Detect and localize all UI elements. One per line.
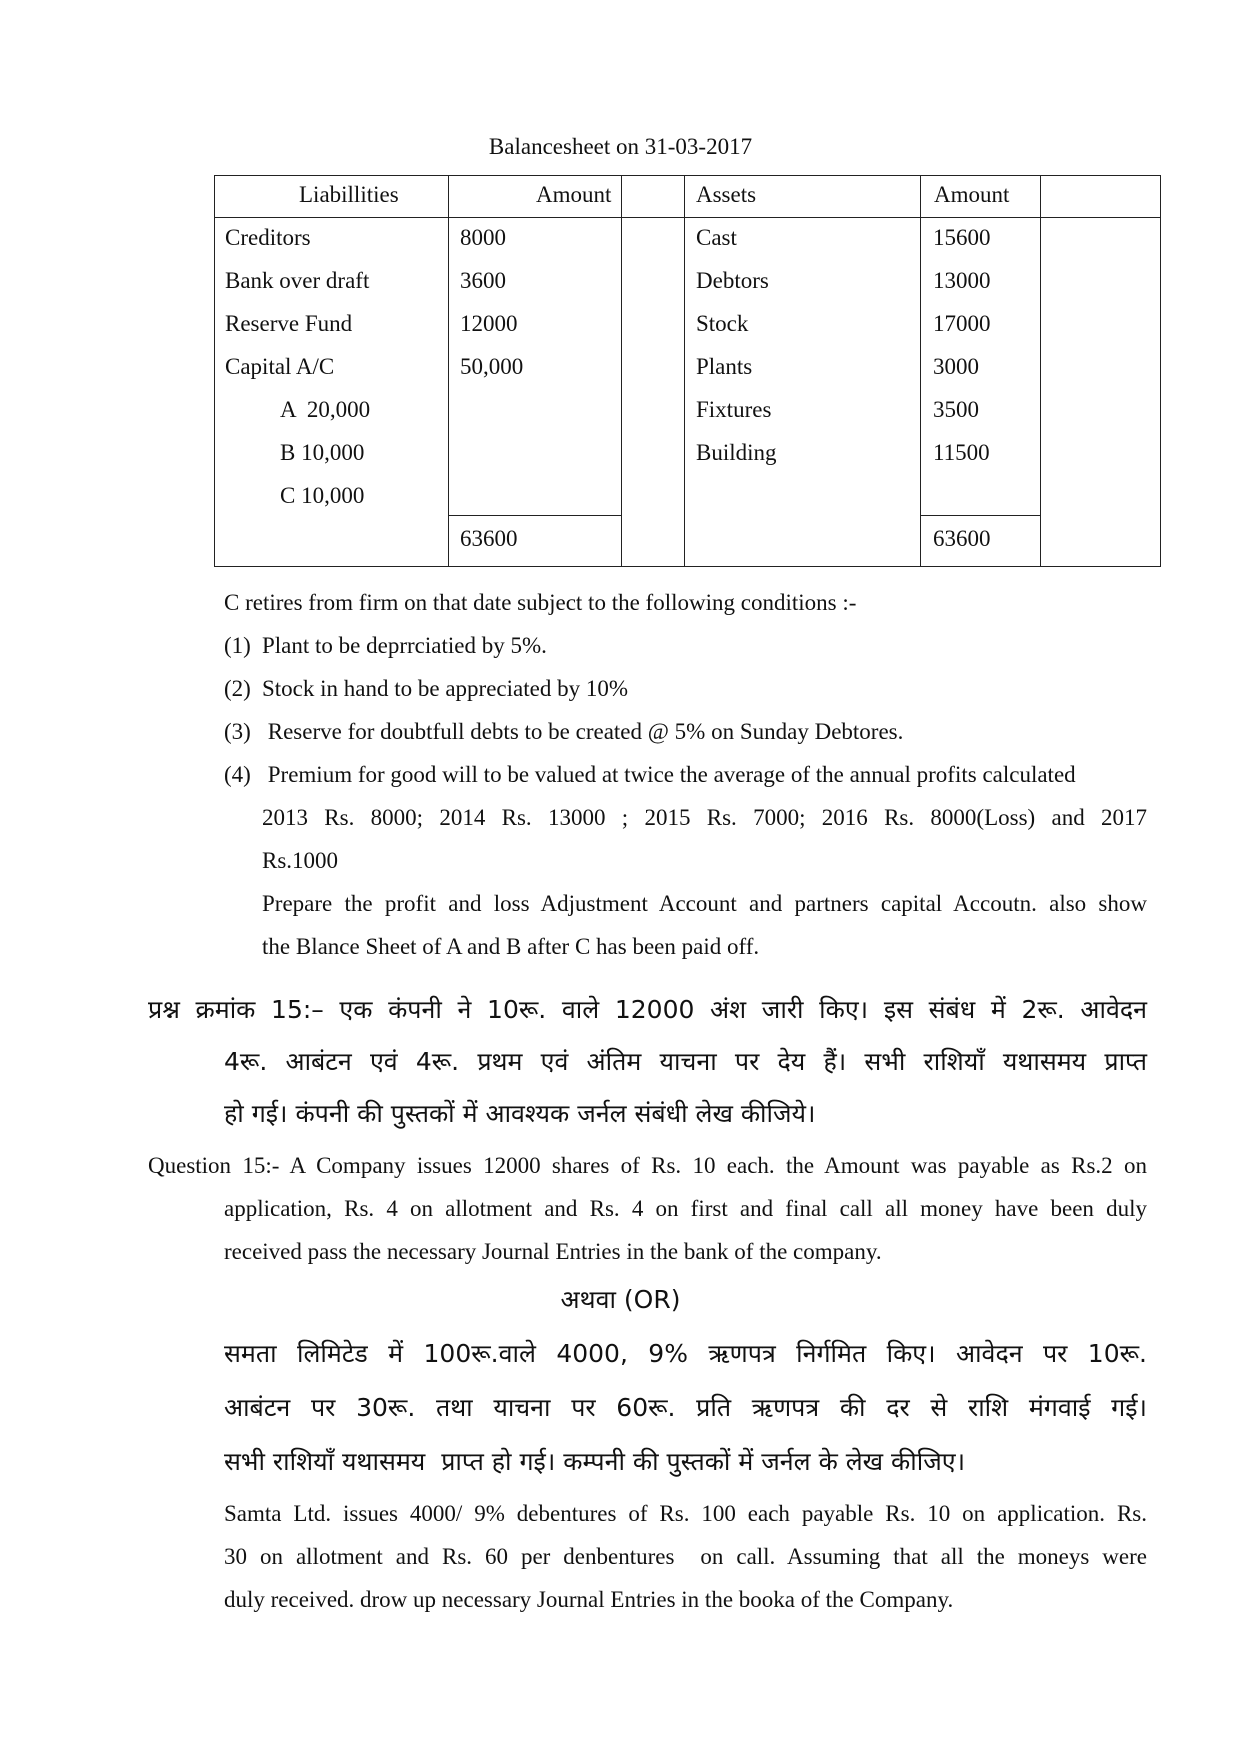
- alternative-english-line: duly received. drow up necessary Journal Entries in the booka of the Company.: [224, 1587, 954, 1612]
- liability-amount: 3600: [460, 268, 506, 293]
- asset-name: Building: [696, 440, 777, 465]
- asset-name: Fixtures: [696, 397, 772, 422]
- column-divider: [448, 175, 449, 567]
- balance-sheet-table: [214, 175, 1161, 567]
- alternative-hindi-line: समता लिमिटेड में 100रू.वाले 4000, 9% ऋणपत्र निर्गमित किए। आवेदन पर 10रू.: [224, 1339, 1147, 1368]
- column-divider: [684, 175, 685, 567]
- or-label: अथवा (OR): [560, 1285, 681, 1314]
- liability-amount: 12000: [460, 311, 518, 336]
- instruction-text: the Blance Sheet of A and B after C has been paid off.: [262, 934, 760, 959]
- condition-text-continued: 2013 Rs. 8000; 2014 Rs. 13000 ; 2015 Rs. 7000; 2016 Rs. 8000(Loss) and 2017: [262, 805, 1147, 830]
- alternative-english-line: Samta Ltd. issues 4000/ 9% debentures of Rs. 100 each payable Rs. 10 on application. Rs.: [224, 1501, 1147, 1526]
- column-divider: [1040, 175, 1041, 567]
- total-assets: 63600: [933, 526, 991, 551]
- header-amount: Amount: [536, 182, 612, 207]
- alternative-hindi-line: सभी राशियाँ यथासमय प्राप्त हो गई। कम्पनी की पुस्तकों में जर्नल के लेख कीजिए।: [224, 1447, 966, 1476]
- condition-number: (3): [224, 719, 251, 744]
- capital-partner-a: A 20,000: [280, 397, 371, 422]
- liability-amount: 8000: [460, 225, 506, 250]
- question-15-hindi-line: प्रश्न क्रमांक 15:– एक कंपनी ने 10रू. वाले 12000 अंश जारी किए। इस संबंध में 2रू. आवेदन: [148, 995, 1147, 1024]
- asset-name: Cast: [696, 225, 737, 250]
- capital-partner-c: C 10,000: [280, 483, 365, 508]
- asset-amount: 11500: [933, 440, 990, 465]
- conditions-intro: C retires from firm on that date subject to the following conditions :-: [224, 590, 857, 615]
- asset-name: Stock: [696, 311, 749, 336]
- question-15-english-line: received pass the necessary Journal Entries in the bank of the company.: [224, 1239, 882, 1264]
- asset-name: Plants: [696, 354, 753, 379]
- liability-amount: 50,000: [460, 354, 524, 379]
- question-15-hindi-line: हो गई। कंपनी की पुस्तकों में आवश्यक जर्नल संबंधी लेख कीजिये।: [224, 1099, 816, 1128]
- condition-text: Reserve for doubtfull debts to be created @ 5% on Sunday Debtores.: [262, 719, 904, 744]
- condition-text: Stock in hand to be appreciated by 10%: [262, 676, 628, 701]
- capital-partner-b: B 10,000: [280, 440, 365, 465]
- alternative-hindi-line: आबंटन पर 30रू. तथा याचना पर 60रू. प्रति ऋणपत्र की दर से राशि मंगवाई गई।: [224, 1393, 1147, 1422]
- asset-amount: 15600: [933, 225, 991, 250]
- header-assets: Assets: [696, 182, 757, 207]
- asset-amount: 17000: [933, 311, 991, 336]
- question-15-hindi-line: 4रू. आबंटन एवं 4रू. प्रथम एवं अंतिम याचना पर देय हैं। सभी राशियाँ यथासमय प्राप्त: [224, 1047, 1147, 1076]
- column-divider: [621, 175, 622, 567]
- liability-name: Reserve Fund: [225, 311, 353, 336]
- total-rule-liabilities: [448, 515, 621, 516]
- condition-text: Premium for good will to be valued at twice the average of the annual profits calculated: [262, 762, 1076, 787]
- asset-name: Debtors: [696, 268, 769, 293]
- asset-amount: 3500: [933, 397, 979, 422]
- condition-number: (2): [224, 676, 251, 701]
- asset-amount: 3000: [933, 354, 979, 379]
- liability-name: Bank over draft: [225, 268, 370, 293]
- total-liabilities: 63600: [460, 526, 518, 551]
- condition-number: (4): [224, 762, 251, 787]
- alternative-english-line: 30 on allotment and Rs. 60 per denbentures on call. Assuming that all the moneys were: [224, 1544, 1147, 1569]
- liability-name: Creditors: [225, 225, 311, 250]
- condition-text: Plant to be deprrciatied by 5%.: [262, 633, 547, 658]
- condition-number: (1): [224, 633, 251, 658]
- condition-text-continued: Rs.1000: [262, 848, 339, 873]
- instruction-text: Prepare the profit and loss Adjustment Account and partners capital Accoutn. also show: [262, 891, 1147, 916]
- total-rule-assets: [920, 515, 1040, 516]
- question-15-english-line: Question 15:- A Company issues 12000 shares of Rs. 10 each. the Amount was payable as Rs.2 on: [148, 1153, 1147, 1178]
- header-liabilities: Liabillities: [299, 182, 399, 207]
- column-divider: [920, 175, 921, 567]
- asset-amount: 13000: [933, 268, 991, 293]
- question-15-english-line: application, Rs. 4 on allotment and Rs. 4 on first and final call all money have been duly: [224, 1196, 1147, 1221]
- header-divider: [214, 217, 1161, 218]
- page-title: Balancesheet on 31-03-2017: [488, 134, 753, 159]
- header-amount: Amount: [934, 182, 1010, 207]
- liability-name: Capital A/C: [225, 354, 335, 379]
